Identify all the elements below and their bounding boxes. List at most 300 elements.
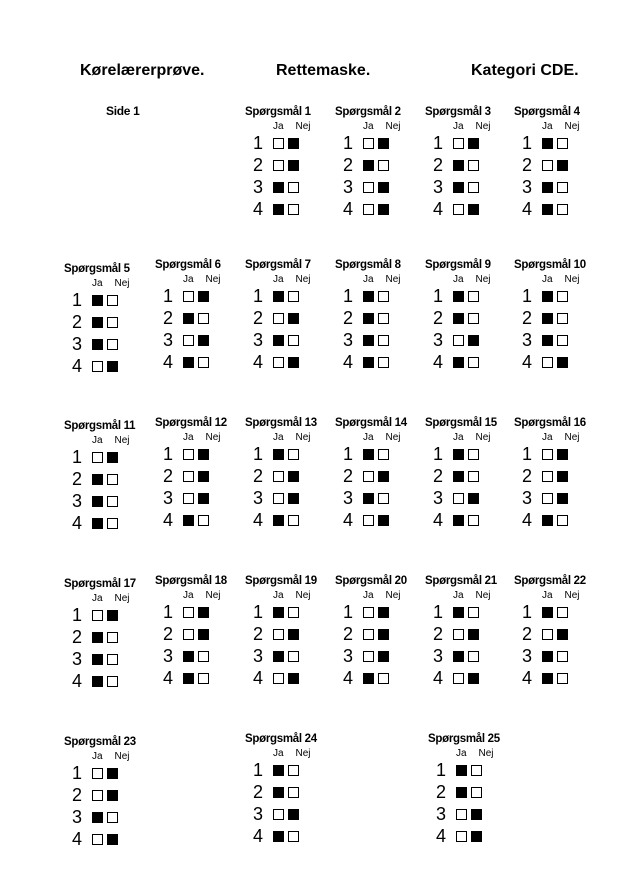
ja-checkbox [363, 515, 374, 526]
row-number: 2 [253, 466, 264, 486]
nej-checkbox [288, 607, 299, 618]
row-number: 3 [343, 177, 354, 197]
question-block [425, 417, 515, 547]
row-number: 3 [433, 488, 444, 508]
ja-checkbox [92, 834, 103, 845]
answer-row [253, 826, 299, 846]
answer-row [436, 804, 482, 824]
row-number: 1 [343, 286, 354, 306]
answer-row [253, 177, 299, 197]
row-number: 4 [163, 510, 174, 530]
row-number: 3 [253, 488, 264, 508]
ja-checkbox [273, 629, 284, 640]
answer-row [343, 510, 389, 530]
row-number: 1 [72, 447, 83, 467]
answer-row [253, 668, 299, 688]
question-block [514, 417, 604, 547]
row-number: 1 [522, 602, 533, 622]
nej-checkbox [378, 291, 389, 302]
row-number: 3 [343, 488, 354, 508]
row-number: 1 [163, 286, 174, 306]
ja-checkbox [542, 182, 553, 193]
ja-nej-header [183, 274, 223, 285]
page-side-label: Side 1 [106, 104, 140, 118]
ja-label: Ja [363, 590, 374, 601]
ja-checkbox [273, 809, 284, 820]
nej-checkbox [107, 654, 118, 665]
nej-checkbox [557, 449, 568, 460]
row-number: 1 [522, 133, 533, 153]
answer-row [343, 155, 389, 175]
question-block [425, 575, 515, 705]
row-number: 1 [253, 286, 264, 306]
nej-checkbox [378, 651, 389, 662]
answer-row [253, 155, 299, 175]
answer-row [522, 199, 568, 219]
row-number: 4 [253, 510, 264, 530]
row-number: 3 [343, 330, 354, 350]
ja-checkbox [453, 138, 464, 149]
answer-row [72, 829, 118, 849]
ja-checkbox [92, 339, 103, 350]
answer-row [522, 286, 568, 306]
ja-label: Ja [542, 432, 553, 443]
ja-checkbox [273, 204, 284, 215]
row-number: 2 [72, 785, 83, 805]
answer-row [72, 469, 118, 489]
row-number: 3 [253, 177, 264, 197]
nej-checkbox [107, 790, 118, 801]
ja-checkbox [453, 313, 464, 324]
answer-row [343, 668, 389, 688]
ja-nej-header [273, 432, 313, 443]
answer-row [163, 646, 209, 666]
nej-checkbox [107, 361, 118, 372]
answer-row [433, 444, 479, 464]
nej-checkbox [288, 651, 299, 662]
row-number: 2 [343, 466, 354, 486]
nej-checkbox [471, 831, 482, 842]
ja-checkbox [542, 291, 553, 302]
nej-checkbox [468, 629, 479, 640]
question-block [64, 736, 154, 866]
answer-row [343, 488, 389, 508]
nej-checkbox [471, 809, 482, 820]
ja-label: Ja [183, 590, 194, 601]
question-block [514, 259, 604, 389]
answer-row [253, 308, 299, 328]
answer-row [72, 807, 118, 827]
nej-label: Nej [205, 432, 221, 443]
ja-checkbox [453, 629, 464, 640]
nej-checkbox [288, 493, 299, 504]
row-number: 2 [522, 308, 533, 328]
answer-row [343, 444, 389, 464]
row-number: 1 [343, 602, 354, 622]
answer-row [163, 602, 209, 622]
question-title: Spørgsmål 5 [64, 263, 130, 275]
nej-checkbox [288, 673, 299, 684]
ja-checkbox [453, 651, 464, 662]
row-number: 1 [72, 763, 83, 783]
nej-checkbox [557, 493, 568, 504]
row-number: 2 [163, 624, 174, 644]
row-number: 2 [72, 312, 83, 332]
ja-checkbox [453, 335, 464, 346]
row-number: 4 [522, 510, 533, 530]
answer-row [163, 286, 209, 306]
answer-row [522, 330, 568, 350]
question-block [425, 259, 515, 389]
row-number: 2 [253, 624, 264, 644]
nej-checkbox [557, 291, 568, 302]
answer-row [253, 199, 299, 219]
row-number: 3 [72, 334, 83, 354]
answer-row [163, 466, 209, 486]
ja-nej-header [453, 590, 493, 601]
ja-checkbox [273, 335, 284, 346]
answer-row [253, 444, 299, 464]
answer-row [436, 826, 482, 846]
ja-nej-header [183, 432, 223, 443]
answer-row [522, 510, 568, 530]
nej-checkbox [198, 607, 209, 618]
ja-checkbox [183, 651, 194, 662]
question-block [155, 259, 245, 389]
nej-checkbox [378, 471, 389, 482]
ja-checkbox [92, 474, 103, 485]
row-number: 2 [522, 155, 533, 175]
nej-checkbox [557, 673, 568, 684]
answer-row [72, 290, 118, 310]
nej-checkbox [468, 160, 479, 171]
nej-label: Nej [205, 590, 221, 601]
ja-nej-header [92, 278, 132, 289]
nej-checkbox [107, 768, 118, 779]
question-title: Spørgsmål 20 [335, 575, 407, 587]
row-number: 3 [522, 177, 533, 197]
question-title: Spørgsmål 16 [514, 417, 586, 429]
nej-checkbox [198, 357, 209, 368]
answer-row [522, 155, 568, 175]
nej-checkbox [557, 651, 568, 662]
answer-row [253, 466, 299, 486]
nej-checkbox [198, 449, 209, 460]
row-number: 4 [343, 352, 354, 372]
question-title: Spørgsmål 2 [335, 106, 401, 118]
answer-row [253, 330, 299, 350]
ja-label: Ja [273, 748, 284, 759]
ja-label: Ja [92, 593, 103, 604]
nej-checkbox [378, 182, 389, 193]
row-number: 3 [253, 804, 264, 824]
ja-checkbox [273, 471, 284, 482]
answer-row [433, 510, 479, 530]
ja-nej-header [92, 435, 132, 446]
ja-nej-header [453, 274, 493, 285]
answer-row [253, 510, 299, 530]
nej-checkbox [198, 651, 209, 662]
answer-row [163, 624, 209, 644]
ja-label: Ja [542, 274, 553, 285]
question-block [245, 417, 335, 547]
question-title: Spørgsmål 22 [514, 575, 586, 587]
answer-row [522, 668, 568, 688]
row-number: 1 [253, 133, 264, 153]
row-number: 4 [343, 668, 354, 688]
nej-checkbox [557, 204, 568, 215]
answer-row [72, 356, 118, 376]
row-number: 3 [433, 646, 444, 666]
nej-checkbox [468, 335, 479, 346]
nej-label: Nej [205, 274, 221, 285]
ja-nej-header [542, 432, 582, 443]
question-title: Spørgsmål 25 [428, 733, 500, 745]
ja-checkbox [363, 357, 374, 368]
ja-label: Ja [542, 121, 553, 132]
ja-checkbox [456, 809, 467, 820]
nej-checkbox [107, 339, 118, 350]
row-number: 2 [253, 155, 264, 175]
nej-checkbox [288, 629, 299, 640]
nej-label: Nej [475, 432, 491, 443]
row-number: 2 [253, 782, 264, 802]
answer-row [433, 177, 479, 197]
row-number: 1 [72, 605, 83, 625]
row-number: 1 [163, 444, 174, 464]
question-block [428, 733, 518, 863]
question-block [245, 575, 335, 705]
nej-label: Nej [295, 274, 311, 285]
ja-label: Ja [453, 121, 464, 132]
ja-checkbox [363, 449, 374, 460]
row-number: 4 [433, 352, 444, 372]
nej-checkbox [557, 357, 568, 368]
nej-label: Nej [114, 278, 130, 289]
ja-label: Ja [453, 274, 464, 285]
row-number: 2 [343, 624, 354, 644]
row-number: 4 [433, 199, 444, 219]
row-number: 4 [433, 510, 444, 530]
nej-checkbox [378, 493, 389, 504]
nej-checkbox [378, 335, 389, 346]
answer-row [253, 488, 299, 508]
header-title-center: Rettemaske. [276, 62, 371, 79]
ja-checkbox [92, 610, 103, 621]
ja-checkbox [363, 651, 374, 662]
ja-checkbox [183, 515, 194, 526]
nej-checkbox [288, 182, 299, 193]
question-block [335, 106, 425, 236]
row-number: 4 [343, 510, 354, 530]
question-title: Spørgsmål 19 [245, 575, 317, 587]
nej-checkbox [378, 673, 389, 684]
answer-row [343, 286, 389, 306]
nej-checkbox [557, 138, 568, 149]
nej-checkbox [378, 160, 389, 171]
answer-row [163, 668, 209, 688]
row-number: 3 [433, 330, 444, 350]
nej-checkbox [288, 809, 299, 820]
row-number: 2 [72, 627, 83, 647]
nej-checkbox [288, 471, 299, 482]
ja-label: Ja [453, 590, 464, 601]
nej-label: Nej [295, 590, 311, 601]
question-block [155, 417, 245, 547]
nej-checkbox [557, 160, 568, 171]
ja-checkbox [363, 335, 374, 346]
row-number: 2 [163, 466, 174, 486]
question-title: Spørgsmål 12 [155, 417, 227, 429]
row-number: 1 [253, 602, 264, 622]
nej-label: Nej [114, 435, 130, 446]
answer-row [253, 646, 299, 666]
ja-checkbox [273, 313, 284, 324]
ja-label: Ja [363, 121, 374, 132]
answer-row [343, 308, 389, 328]
answer-row [522, 444, 568, 464]
ja-label: Ja [453, 432, 464, 443]
nej-checkbox [288, 335, 299, 346]
answer-row [436, 760, 482, 780]
question-title: Spørgsmål 17 [64, 578, 136, 590]
ja-checkbox [273, 291, 284, 302]
question-title: Spørgsmål 11 [64, 420, 136, 432]
answer-row [433, 155, 479, 175]
ja-checkbox [273, 607, 284, 618]
nej-checkbox [198, 313, 209, 324]
answer-row [72, 447, 118, 467]
nej-checkbox [471, 787, 482, 798]
answer-row [433, 308, 479, 328]
nej-checkbox [468, 515, 479, 526]
answer-row [522, 308, 568, 328]
ja-checkbox [542, 607, 553, 618]
answer-row [522, 488, 568, 508]
answer-row [72, 627, 118, 647]
answer-row [433, 624, 479, 644]
answer-row [253, 352, 299, 372]
ja-checkbox [542, 313, 553, 324]
answer-row [253, 133, 299, 153]
row-number: 1 [433, 133, 444, 153]
answer-row [253, 286, 299, 306]
row-number: 4 [72, 356, 83, 376]
ja-checkbox [273, 160, 284, 171]
ja-nej-header [92, 593, 132, 604]
question-block [425, 106, 515, 236]
ja-label: Ja [456, 748, 467, 759]
answer-row [522, 133, 568, 153]
nej-checkbox [288, 787, 299, 798]
row-number: 3 [436, 804, 447, 824]
question-title: Spørgsmål 24 [245, 733, 317, 745]
nej-label: Nej [385, 274, 401, 285]
answer-row [163, 330, 209, 350]
nej-checkbox [557, 607, 568, 618]
answer-row [433, 466, 479, 486]
ja-checkbox [456, 787, 467, 798]
ja-checkbox [542, 449, 553, 460]
answer-row [72, 334, 118, 354]
ja-checkbox [183, 449, 194, 460]
nej-checkbox [378, 607, 389, 618]
row-number: 1 [522, 286, 533, 306]
question-title: Spørgsmål 13 [245, 417, 317, 429]
row-number: 4 [522, 668, 533, 688]
nej-checkbox [468, 138, 479, 149]
answer-row [522, 177, 568, 197]
ja-checkbox [363, 138, 374, 149]
nej-checkbox [107, 834, 118, 845]
nej-checkbox [288, 204, 299, 215]
nej-checkbox [557, 471, 568, 482]
ja-checkbox [453, 291, 464, 302]
ja-checkbox [92, 768, 103, 779]
row-number: 3 [163, 646, 174, 666]
nej-checkbox [378, 204, 389, 215]
nej-checkbox [107, 518, 118, 529]
row-number: 1 [522, 444, 533, 464]
row-number: 2 [343, 155, 354, 175]
row-number: 4 [72, 671, 83, 691]
nej-checkbox [468, 182, 479, 193]
nej-checkbox [288, 357, 299, 368]
nej-label: Nej [564, 121, 580, 132]
question-block [514, 575, 604, 705]
ja-nej-header [456, 748, 496, 759]
nej-checkbox [288, 449, 299, 460]
header-title-right: Kategori CDE. [471, 62, 579, 79]
row-number: 3 [72, 491, 83, 511]
answer-row [163, 510, 209, 530]
row-number: 1 [72, 290, 83, 310]
row-number: 4 [72, 513, 83, 533]
question-block [335, 417, 425, 547]
row-number: 4 [253, 826, 264, 846]
ja-checkbox [363, 493, 374, 504]
nej-label: Nej [478, 748, 494, 759]
ja-checkbox [183, 493, 194, 504]
nej-checkbox [107, 474, 118, 485]
ja-checkbox [92, 632, 103, 643]
answer-row [522, 602, 568, 622]
ja-checkbox [453, 607, 464, 618]
ja-checkbox [456, 831, 467, 842]
ja-checkbox [273, 831, 284, 842]
nej-checkbox [107, 812, 118, 823]
nej-label: Nej [564, 274, 580, 285]
answer-row [522, 466, 568, 486]
answer-row [163, 308, 209, 328]
ja-nej-header [542, 121, 582, 132]
ja-label: Ja [183, 274, 194, 285]
ja-checkbox [273, 787, 284, 798]
nej-label: Nej [475, 590, 491, 601]
ja-checkbox [363, 160, 374, 171]
nej-label: Nej [385, 121, 401, 132]
ja-label: Ja [273, 121, 284, 132]
nej-checkbox [288, 831, 299, 842]
nej-label: Nej [475, 274, 491, 285]
nej-label: Nej [475, 121, 491, 132]
ja-checkbox [183, 471, 194, 482]
nej-checkbox [198, 493, 209, 504]
row-number: 1 [253, 760, 264, 780]
ja-checkbox [92, 496, 103, 507]
ja-checkbox [92, 295, 103, 306]
nej-checkbox [107, 452, 118, 463]
